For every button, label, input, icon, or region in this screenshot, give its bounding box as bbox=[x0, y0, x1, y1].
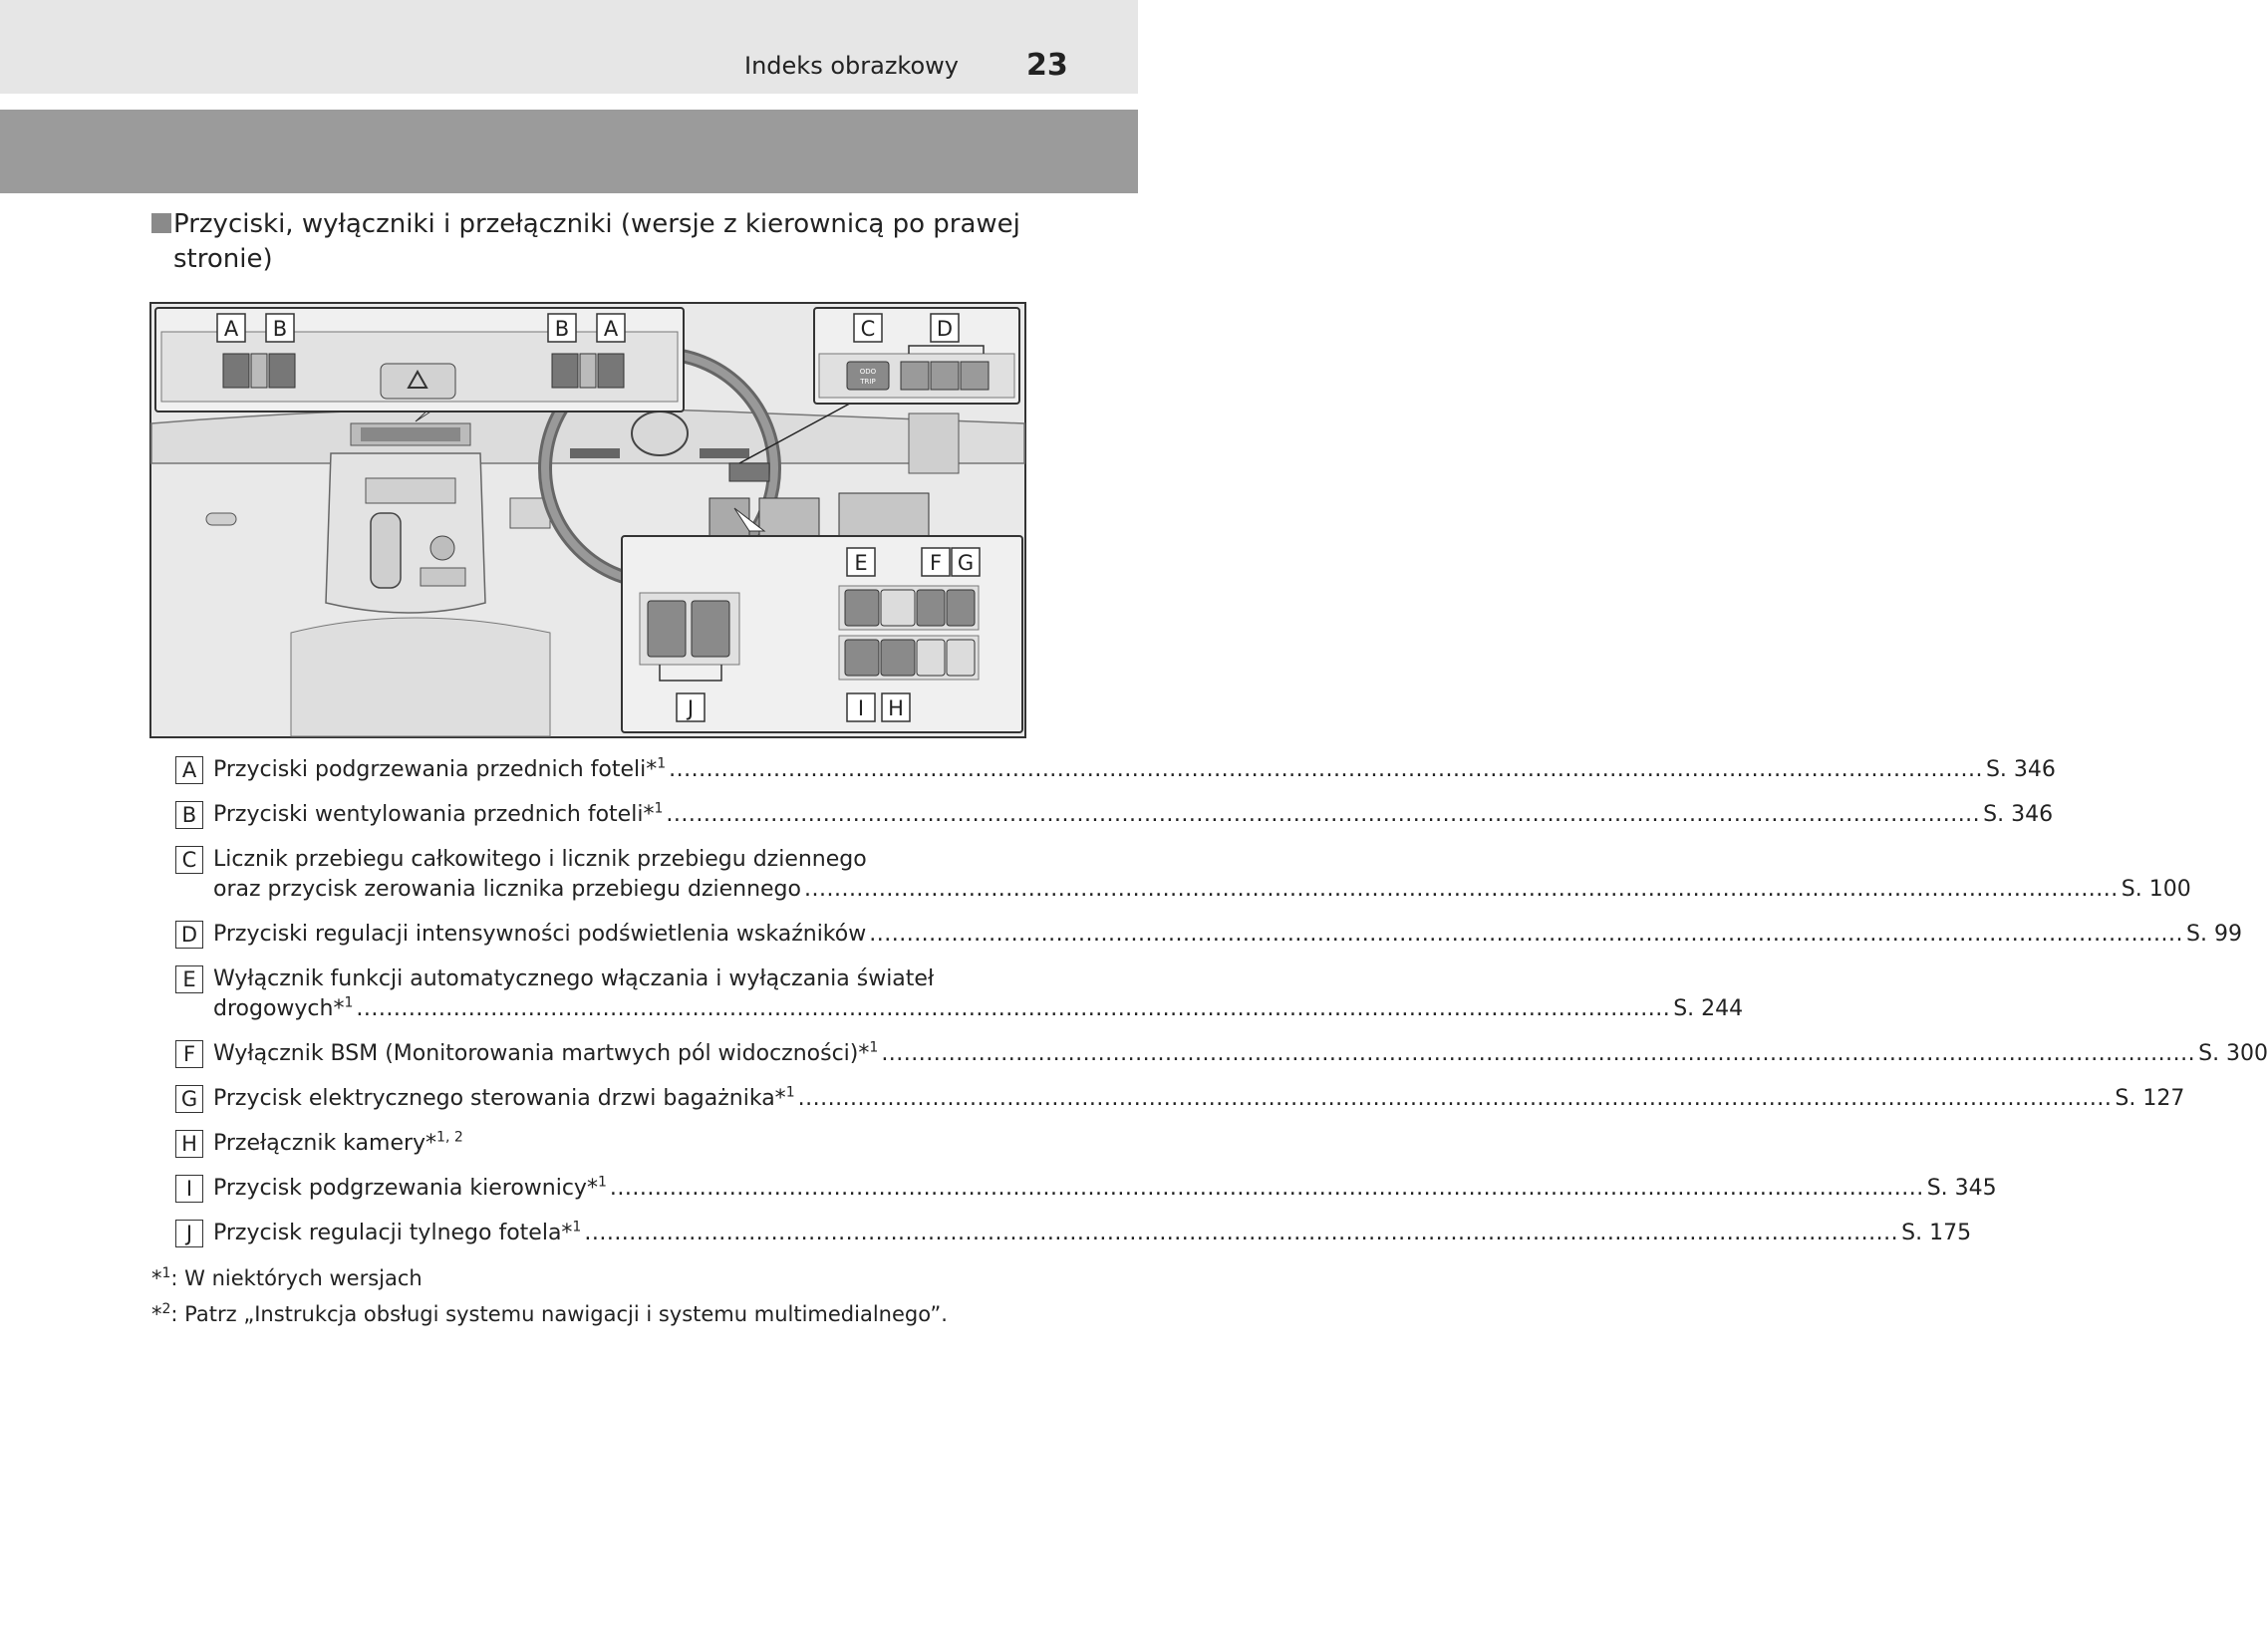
legend-item-g bbox=[175, 1084, 2185, 1114]
legend-letter-h: H bbox=[175, 1130, 203, 1158]
legend-text-a: Przyciski podgrzewania przednich foteli* bbox=[213, 757, 658, 782]
legend-sup-i: 1 bbox=[597, 1174, 607, 1191]
steering-heater-switch bbox=[845, 640, 879, 676]
legend-text-b: Przyciski wentylowania przednich foteli* bbox=[213, 802, 655, 827]
dashboard-drawing bbox=[151, 304, 1024, 736]
legend-ref-g: S. 127 bbox=[2115, 1086, 2185, 1111]
footnote-text-2: : Patrz „Instrukcja obsługi systemu nawigacji i systemu multimedialnego”. bbox=[170, 1302, 948, 1326]
dimmer-up-button bbox=[961, 362, 989, 390]
legend-ref-f: S. 300 bbox=[2198, 1041, 2268, 1066]
legend-letter-d: D bbox=[175, 921, 203, 949]
legend-item-e bbox=[175, 964, 1744, 1024]
legend-sup-e: 1 bbox=[344, 994, 354, 1011]
callout-h: H bbox=[888, 696, 904, 720]
legend-letter-g: G bbox=[175, 1085, 203, 1113]
legend-letter-j: J bbox=[175, 1220, 203, 1247]
dimmer-down-button bbox=[901, 362, 929, 390]
dimmer-icon-button bbox=[931, 362, 959, 390]
legend-ref-j: S. 175 bbox=[1901, 1221, 1972, 1245]
legend-letter-f: F bbox=[175, 1040, 203, 1068]
legend-text-c-2: oraz przycisk zerowania licznika przebiegu dziennego bbox=[213, 877, 801, 902]
leader-dots bbox=[881, 1039, 2195, 1069]
legend-item-i bbox=[175, 1174, 1997, 1204]
blank-switch-lower-1 bbox=[917, 640, 945, 676]
legend-sup-f: 1 bbox=[869, 1039, 879, 1056]
footnote-mark-1: * bbox=[151, 1266, 162, 1290]
legend-text-c-1: Licznik przebiegu całkowitego i licznik przebiegu dziennego bbox=[213, 847, 867, 872]
seat-heater-right-button bbox=[598, 354, 624, 388]
footnote-text-1: : W niektórych wersjach bbox=[170, 1266, 423, 1290]
chapter-bar bbox=[0, 110, 1138, 193]
callout-b2: B bbox=[554, 317, 570, 341]
legend-item-c bbox=[175, 845, 2191, 905]
footnote-2 bbox=[151, 1296, 948, 1332]
legend-text-e-1: Wyłącznik funkcji automatycznego włączania i wyłączania świateł bbox=[213, 966, 935, 991]
power-door-switch bbox=[947, 590, 975, 626]
callout-a2: A bbox=[603, 317, 619, 341]
legend-ref-c: S. 100 bbox=[2121, 877, 2191, 902]
seat-indicator-right bbox=[580, 354, 596, 388]
leader-dots bbox=[584, 1219, 1898, 1248]
legend-sup-h: 1, 2 bbox=[436, 1129, 463, 1146]
hazard-button bbox=[381, 364, 455, 399]
legend-item-h bbox=[175, 1129, 994, 1159]
seat-vent-left-button bbox=[269, 354, 295, 388]
seat-heater-left-button bbox=[223, 354, 249, 388]
section-title: Indeks obrazkowy bbox=[744, 52, 959, 80]
legend-sup-b: 1 bbox=[654, 800, 664, 817]
odo-label: ODO bbox=[859, 368, 877, 376]
seat-indicator-left bbox=[251, 354, 267, 388]
heading-square-icon bbox=[151, 213, 171, 233]
console-buttons bbox=[421, 568, 465, 586]
callout-e: E bbox=[854, 551, 868, 575]
legend-text-j: Przycisk regulacji tylnego fotela* bbox=[213, 1221, 573, 1245]
callout-f: F bbox=[929, 551, 943, 575]
legend-text-g: Przycisk elektrycznego sterowania drzwi bagażnika* bbox=[213, 1086, 786, 1111]
meter-buttons-indicator bbox=[729, 463, 769, 481]
leader-dots bbox=[804, 875, 2119, 905]
leader-dots bbox=[869, 920, 2183, 950]
right-vent bbox=[909, 413, 959, 473]
blank-switch-upper bbox=[881, 590, 915, 626]
legend-letter-e: E bbox=[175, 965, 203, 993]
callout-a1: A bbox=[223, 317, 239, 341]
legend-item-b bbox=[175, 800, 2054, 830]
legend-letter-b: B bbox=[175, 801, 203, 829]
seat-vent-right-button bbox=[552, 354, 578, 388]
footnotes bbox=[151, 1260, 948, 1332]
control-knob bbox=[430, 536, 454, 560]
legend-letter-c: C bbox=[175, 846, 203, 874]
legend-item-d bbox=[175, 920, 2242, 950]
page-number: 23 bbox=[1026, 48, 1068, 83]
legend-text-e-2: drogowych* bbox=[213, 996, 345, 1021]
legend-text-d: Przyciski regulacji intensywności podświetlenia wskaźników bbox=[213, 922, 867, 947]
legend-ref-b: S. 346 bbox=[1983, 802, 2054, 827]
gear-lever bbox=[371, 513, 401, 588]
heading-line-1: Przyciski, wyłączniki i przełączniki (wersje z kierownicą po prawej bbox=[173, 209, 1020, 239]
center-console bbox=[326, 453, 485, 613]
leader-dots bbox=[666, 800, 1980, 830]
legend-ref-d: S. 99 bbox=[2186, 922, 2242, 947]
glovebox-handle bbox=[206, 513, 236, 525]
header-band bbox=[0, 0, 1138, 94]
dashboard-illustration bbox=[149, 302, 1026, 738]
callout-d: D bbox=[936, 317, 954, 341]
callout-c: C bbox=[860, 317, 876, 341]
legend-item-j bbox=[175, 1219, 1972, 1248]
trip-label: TRIP bbox=[860, 378, 876, 386]
footnote-1 bbox=[151, 1260, 948, 1296]
callout-b1: B bbox=[272, 317, 288, 341]
legend-ref-e: S. 244 bbox=[1673, 996, 1744, 1021]
center-vent-slats bbox=[361, 427, 460, 441]
callout-i: I bbox=[857, 696, 865, 720]
lexus-logo bbox=[632, 412, 688, 455]
blank-switch-lower-2 bbox=[947, 640, 975, 676]
legend-ref-i: S. 345 bbox=[1926, 1176, 1997, 1201]
footnote-sup-2: 2 bbox=[161, 1301, 171, 1317]
armrest bbox=[291, 618, 550, 736]
leader-dots bbox=[610, 1174, 1924, 1204]
page-heading bbox=[151, 207, 1048, 277]
heading-line-2: stronie) bbox=[173, 244, 273, 274]
callout-j: J bbox=[687, 696, 695, 720]
footnote-sup-1: 1 bbox=[161, 1265, 171, 1281]
leader-dots bbox=[798, 1084, 2113, 1114]
legend-sup-a: 1 bbox=[657, 755, 667, 772]
auto-high-beam-switch bbox=[845, 590, 879, 626]
legend-text-f: Wyłącznik BSM (Monitorowania martwych pól widoczności)* bbox=[213, 1041, 870, 1066]
legend-sup-g: 1 bbox=[785, 1084, 795, 1101]
bsm-switch bbox=[917, 590, 945, 626]
legend-item-a bbox=[175, 755, 2056, 785]
legend-letter-i: I bbox=[175, 1175, 203, 1203]
legend-item-f bbox=[175, 1039, 2268, 1069]
callout-g: G bbox=[957, 551, 975, 575]
legend-text-i: Przycisk podgrzewania kierownicy* bbox=[213, 1176, 598, 1201]
leader-dots bbox=[356, 994, 1670, 1024]
legend-list bbox=[175, 755, 2268, 1263]
leader-dots bbox=[669, 755, 1983, 785]
legend-ref-a: S. 346 bbox=[1985, 757, 2056, 782]
rear-seat-button-left bbox=[648, 601, 686, 657]
camera-switch bbox=[881, 640, 915, 676]
legend-sup-j: 1 bbox=[572, 1219, 582, 1236]
legend-text-h: Przełącznik kamery* bbox=[213, 1131, 437, 1156]
audio-panel bbox=[366, 478, 455, 503]
footnote-mark-2: * bbox=[151, 1302, 162, 1326]
legend-letter-a: A bbox=[175, 756, 203, 784]
rear-seat-button-right bbox=[692, 601, 729, 657]
